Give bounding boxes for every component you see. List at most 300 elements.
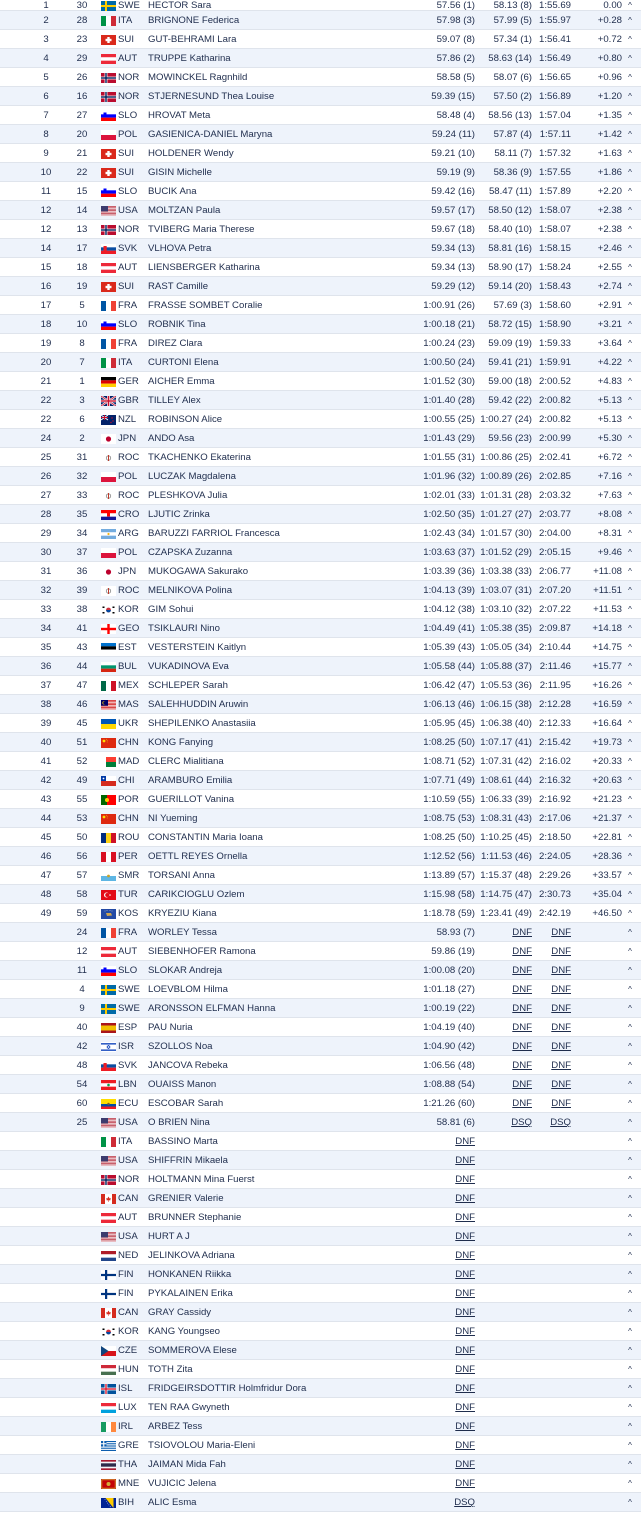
total-time: 1:57.11 xyxy=(539,129,571,140)
run2-time: 1:05.88 (37) xyxy=(480,661,532,672)
table-row[interactable] xyxy=(0,1455,641,1474)
time-behind: +46.50 xyxy=(592,908,622,919)
nation-code: MAS xyxy=(118,699,139,710)
chevron-up-icon[interactable]: ^ xyxy=(628,1213,632,1222)
table-row[interactable] xyxy=(0,790,641,809)
run1-time: 1:04.90 (42) xyxy=(423,1041,475,1052)
chevron-up-icon[interactable]: ^ xyxy=(628,909,632,918)
table-row[interactable] xyxy=(0,885,641,904)
table-row[interactable] xyxy=(0,87,641,106)
table-row[interactable] xyxy=(0,68,641,87)
athlete-name: JELINKOVA Adriana xyxy=(148,1250,235,1261)
chevron-up-icon[interactable]: ^ xyxy=(628,681,632,690)
chevron-up-icon[interactable]: ^ xyxy=(628,624,632,633)
rank-cell: 6 xyxy=(43,91,49,102)
time-behind: +8.08 xyxy=(597,509,622,520)
total-time: 1:56.49 xyxy=(538,53,571,64)
bib-cell: 1 xyxy=(79,376,85,387)
table-row[interactable] xyxy=(0,1417,641,1436)
athlete-name: TVIBERG Maria Therese xyxy=(148,224,255,235)
bib-cell: 10 xyxy=(76,319,88,330)
run1-time: 1:02.43 (34) xyxy=(423,528,475,539)
chevron-up-icon[interactable]: ^ xyxy=(628,510,632,519)
athlete-name: SHEPILENKO Anastasiia xyxy=(148,718,256,729)
table-row[interactable] xyxy=(0,1189,641,1208)
table-row[interactable] xyxy=(0,163,641,182)
chevron-up-icon[interactable]: ^ xyxy=(628,643,632,652)
bib-cell: 14 xyxy=(76,205,88,216)
total-time: 1:58.07 xyxy=(538,205,571,216)
total-time: 2:00.82 xyxy=(538,395,571,406)
athlete-name: GIM Sohui xyxy=(148,604,194,615)
table-row[interactable] xyxy=(0,505,641,524)
rank-cell: 43 xyxy=(40,794,52,805)
chevron-up-icon[interactable]: ^ xyxy=(628,548,632,557)
bib-cell: 24 xyxy=(76,927,88,938)
run1-time: DNF xyxy=(455,1269,475,1280)
flag-icon xyxy=(101,1460,116,1470)
chevron-up-icon[interactable]: ^ xyxy=(628,16,632,25)
total-time: 1:59.91 xyxy=(538,357,571,368)
flag-icon xyxy=(101,1403,116,1413)
nation-code: CRO xyxy=(118,509,140,520)
table-row[interactable] xyxy=(0,847,641,866)
chevron-up-icon[interactable]: ^ xyxy=(628,1403,632,1412)
chevron-up-icon[interactable]: ^ xyxy=(628,1346,632,1355)
nation-code: JPN xyxy=(118,566,137,577)
run1-time: 1:01.96 (32) xyxy=(423,471,475,482)
table-row[interactable] xyxy=(0,714,641,733)
table-row[interactable] xyxy=(0,467,641,486)
athlete-name: OUAISS Manon xyxy=(148,1079,217,1090)
table-row[interactable] xyxy=(0,353,641,372)
chevron-up-icon[interactable]: ^ xyxy=(628,92,632,101)
chevron-up-icon[interactable]: ^ xyxy=(628,358,632,367)
chevron-up-icon[interactable]: ^ xyxy=(628,35,632,44)
run2-time: 57.87 (4) xyxy=(493,129,532,140)
table-row[interactable] xyxy=(0,1208,641,1227)
table-row[interactable] xyxy=(0,638,641,657)
flag-icon xyxy=(101,415,116,425)
flag-icon xyxy=(101,149,116,159)
total-time: DNF xyxy=(551,1060,571,1071)
run1-time: 1:15.98 (58) xyxy=(423,889,475,900)
total-time: DNF xyxy=(551,984,571,995)
run1-time: 1:00.55 (25) xyxy=(423,414,475,425)
table-row[interactable] xyxy=(0,1493,641,1512)
chevron-up-icon[interactable]: ^ xyxy=(628,1308,632,1317)
chevron-up-icon[interactable]: ^ xyxy=(628,1270,632,1279)
table-row[interactable] xyxy=(0,771,641,790)
run1-time: 1:00.50 (24) xyxy=(423,357,475,368)
run1-time: 1:03.39 (36) xyxy=(423,566,475,577)
chevron-up-icon[interactable]: ^ xyxy=(628,225,632,234)
chevron-up-icon[interactable]: ^ xyxy=(628,339,632,348)
chevron-up-icon[interactable]: ^ xyxy=(628,700,632,709)
chevron-up-icon[interactable]: ^ xyxy=(628,1,632,10)
run2-time: 1:03.38 (33) xyxy=(480,566,532,577)
chevron-up-icon[interactable]: ^ xyxy=(628,1137,632,1146)
flag-icon xyxy=(101,909,116,919)
chevron-up-icon[interactable]: ^ xyxy=(628,491,632,500)
chevron-up-icon[interactable]: ^ xyxy=(628,814,632,823)
table-row[interactable] xyxy=(0,942,641,961)
chevron-up-icon[interactable]: ^ xyxy=(628,776,632,785)
total-time: DNF xyxy=(551,927,571,938)
flag-icon xyxy=(101,700,116,710)
chevron-up-icon[interactable]: ^ xyxy=(628,301,632,310)
chevron-up-icon[interactable]: ^ xyxy=(628,1498,632,1507)
table-row[interactable] xyxy=(0,1265,641,1284)
table-row[interactable] xyxy=(0,239,641,258)
table-row[interactable] xyxy=(0,828,641,847)
total-time: 2:03.32 xyxy=(538,490,571,501)
chevron-up-icon[interactable]: ^ xyxy=(628,738,632,747)
time-behind: +1.63 xyxy=(597,148,622,159)
table-row[interactable] xyxy=(0,410,641,429)
table-row[interactable] xyxy=(0,1113,641,1132)
chevron-up-icon[interactable]: ^ xyxy=(628,453,632,462)
run2-time: DSQ xyxy=(511,1117,532,1128)
flag-icon xyxy=(101,187,116,197)
run1-time: 1:01.18 (27) xyxy=(423,984,475,995)
chevron-up-icon[interactable]: ^ xyxy=(628,434,632,443)
chevron-up-icon[interactable]: ^ xyxy=(628,890,632,899)
table-row[interactable] xyxy=(0,600,641,619)
chevron-up-icon[interactable]: ^ xyxy=(628,871,632,880)
bib-cell: 27 xyxy=(76,110,88,121)
chevron-up-icon[interactable]: ^ xyxy=(628,396,632,405)
chevron-up-icon[interactable]: ^ xyxy=(628,1289,632,1298)
run1-time: 1:08.25 (50) xyxy=(423,832,475,843)
bib-cell: 53 xyxy=(76,813,88,824)
table-row[interactable] xyxy=(0,1132,641,1151)
chevron-up-icon[interactable]: ^ xyxy=(628,1460,632,1469)
table-row[interactable] xyxy=(0,182,641,201)
table-row[interactable] xyxy=(0,1037,641,1056)
table-row[interactable] xyxy=(0,581,641,600)
flag-icon xyxy=(101,1099,116,1109)
total-time: 2:02.41 xyxy=(538,452,571,463)
athlete-name: LJUTIC Zrinka xyxy=(148,509,210,520)
chevron-up-icon[interactable]: ^ xyxy=(628,1023,632,1032)
flag-icon xyxy=(101,1004,116,1014)
chevron-up-icon[interactable]: ^ xyxy=(628,187,632,196)
flag-icon xyxy=(101,206,116,216)
table-row[interactable] xyxy=(0,1246,641,1265)
chevron-up-icon[interactable]: ^ xyxy=(628,1118,632,1127)
flag-icon xyxy=(101,1441,116,1451)
nation-code: SWE xyxy=(118,984,140,995)
flag-icon xyxy=(101,985,116,995)
chevron-up-icon[interactable]: ^ xyxy=(628,73,632,82)
athlete-name: TOTH Zita xyxy=(148,1364,193,1375)
time-behind: +5.30 xyxy=(597,433,622,444)
total-time: 1:57.55 xyxy=(538,167,571,178)
table-row[interactable] xyxy=(0,1056,641,1075)
nation-code: ESP xyxy=(118,1022,138,1033)
table-row[interactable] xyxy=(0,1341,641,1360)
run1-time: DNF xyxy=(455,1136,475,1147)
table-row[interactable] xyxy=(0,391,641,410)
table-row[interactable] xyxy=(0,144,641,163)
athlete-name: GUT-BEHRAMI Lara xyxy=(148,34,237,45)
table-row[interactable] xyxy=(0,429,641,448)
table-row[interactable] xyxy=(0,676,641,695)
total-time: 2:02.85 xyxy=(538,471,571,482)
flag-icon xyxy=(101,510,116,520)
rank-cell: 40 xyxy=(40,737,52,748)
run1-time: 1:06.42 (47) xyxy=(423,680,475,691)
table-row[interactable] xyxy=(0,1018,641,1037)
table-row[interactable] xyxy=(0,1303,641,1322)
run2-time: 58.90 (17) xyxy=(488,262,532,273)
table-row[interactable] xyxy=(0,999,641,1018)
table-row[interactable] xyxy=(0,524,641,543)
rank-cell: 14 xyxy=(40,243,52,254)
flag-icon xyxy=(101,1137,116,1147)
flag-icon xyxy=(101,1251,116,1261)
run2-time: 1:03.07 (31) xyxy=(480,585,532,596)
athlete-name: HROVAT Meta xyxy=(148,110,211,121)
table-row[interactable] xyxy=(0,1398,641,1417)
athlete-name: BUCIK Ana xyxy=(148,186,197,197)
rank-cell: 30 xyxy=(40,547,52,558)
chevron-up-icon[interactable]: ^ xyxy=(628,244,632,253)
chevron-up-icon[interactable]: ^ xyxy=(628,1479,632,1488)
nation-code: NZL xyxy=(118,414,137,425)
chevron-up-icon[interactable]: ^ xyxy=(628,1156,632,1165)
table-row[interactable] xyxy=(0,220,641,239)
chevron-up-icon[interactable]: ^ xyxy=(628,415,632,424)
run1-time: 59.57 (17) xyxy=(431,205,475,216)
rank-cell: 10 xyxy=(40,167,52,178)
chevron-up-icon[interactable]: ^ xyxy=(628,1384,632,1393)
chevron-up-icon[interactable]: ^ xyxy=(628,263,632,272)
chevron-up-icon[interactable]: ^ xyxy=(628,1327,632,1336)
chevron-up-icon[interactable]: ^ xyxy=(628,1422,632,1431)
table-row[interactable] xyxy=(0,1151,641,1170)
chevron-up-icon[interactable]: ^ xyxy=(628,1441,632,1450)
time-behind: +2.55 xyxy=(597,262,622,273)
chevron-up-icon[interactable]: ^ xyxy=(628,1061,632,1070)
run2-time: 1:23.41 (49) xyxy=(480,908,532,919)
run1-time: DNF xyxy=(455,1459,475,1470)
chevron-up-icon[interactable]: ^ xyxy=(628,1080,632,1089)
flag-icon xyxy=(101,16,116,26)
flag-icon xyxy=(101,548,116,558)
chevron-up-icon[interactable]: ^ xyxy=(628,1099,632,1108)
run2-time: 57.50 (2) xyxy=(493,91,532,102)
chevron-up-icon[interactable]: ^ xyxy=(628,567,632,576)
chevron-up-icon[interactable]: ^ xyxy=(628,1194,632,1203)
chevron-up-icon[interactable]: ^ xyxy=(628,1232,632,1241)
table-row[interactable] xyxy=(0,619,641,638)
table-row[interactable] xyxy=(0,904,641,923)
chevron-up-icon[interactable]: ^ xyxy=(628,529,632,538)
flag-icon xyxy=(101,852,116,862)
chevron-up-icon[interactable]: ^ xyxy=(628,833,632,842)
chevron-up-icon[interactable]: ^ xyxy=(628,282,632,291)
table-row[interactable] xyxy=(0,657,641,676)
chevron-up-icon[interactable]: ^ xyxy=(628,1365,632,1374)
bib-cell: 16 xyxy=(76,91,88,102)
bib-cell: 34 xyxy=(76,528,88,539)
rank-cell: 20 xyxy=(40,357,52,368)
bib-cell: 20 xyxy=(76,129,88,140)
chevron-up-icon[interactable]: ^ xyxy=(628,662,632,671)
table-row[interactable] xyxy=(0,277,641,296)
time-behind: +1.42 xyxy=(597,129,622,140)
total-time: 1:58.24 xyxy=(538,262,571,273)
table-row[interactable] xyxy=(0,334,641,353)
bib-cell: 15 xyxy=(76,186,88,197)
athlete-name: ROBNIK Tina xyxy=(148,319,206,330)
run2-time: 1:08.31 (43) xyxy=(480,813,532,824)
nation-code: NOR xyxy=(118,91,140,102)
nation-code: NED xyxy=(118,1250,139,1261)
rank-cell: 26 xyxy=(40,471,52,482)
table-row[interactable] xyxy=(0,125,641,144)
total-time: 2:00.82 xyxy=(538,414,571,425)
bib-cell: 28 xyxy=(76,15,88,26)
chevron-up-icon[interactable]: ^ xyxy=(628,1175,632,1184)
chevron-up-icon[interactable]: ^ xyxy=(628,168,632,177)
table-row[interactable] xyxy=(0,296,641,315)
table-row[interactable] xyxy=(0,980,641,999)
nation-code: NOR xyxy=(118,224,140,235)
chevron-up-icon[interactable]: ^ xyxy=(628,586,632,595)
run1-time: DNF xyxy=(455,1155,475,1166)
athlete-name: SALEHHUDDIN Aruwin xyxy=(148,699,249,710)
chevron-up-icon[interactable]: ^ xyxy=(628,149,632,158)
time-behind: +4.83 xyxy=(597,376,622,387)
nation-code: USA xyxy=(118,205,138,216)
table-row[interactable] xyxy=(0,1284,641,1303)
bib-cell: 26 xyxy=(76,72,88,83)
table-row[interactable] xyxy=(0,1094,641,1113)
chevron-up-icon[interactable]: ^ xyxy=(628,719,632,728)
table-row[interactable] xyxy=(0,752,641,771)
time-behind: +20.33 xyxy=(592,756,622,767)
flag-icon xyxy=(101,643,116,653)
table-row[interactable] xyxy=(0,923,641,942)
chevron-up-icon[interactable]: ^ xyxy=(628,757,632,766)
table-row[interactable] xyxy=(0,1436,641,1455)
table-row[interactable] xyxy=(0,1227,641,1246)
chevron-up-icon[interactable]: ^ xyxy=(628,130,632,139)
table-row[interactable] xyxy=(0,11,641,30)
rank-cell: 16 xyxy=(40,281,52,292)
flag-icon xyxy=(101,244,116,254)
run2-time: 58.50 (12) xyxy=(488,205,532,216)
chevron-up-icon[interactable]: ^ xyxy=(628,1042,632,1051)
rank-cell: 7 xyxy=(43,110,49,121)
table-row[interactable] xyxy=(0,733,641,752)
nation-code: AUT xyxy=(118,946,138,957)
chevron-up-icon[interactable]: ^ xyxy=(628,111,632,120)
table-row[interactable] xyxy=(0,258,641,277)
nation-code: GBR xyxy=(118,395,139,406)
table-row[interactable] xyxy=(0,695,641,714)
nation-code: SWE xyxy=(118,1003,140,1014)
chevron-up-icon[interactable]: ^ xyxy=(628,928,632,937)
bib-cell: 43 xyxy=(76,642,88,653)
run2-time: 1:01.52 (29) xyxy=(480,547,532,558)
rank-cell: 1 xyxy=(43,0,49,11)
rank-cell: 35 xyxy=(40,642,52,653)
chevron-up-icon[interactable]: ^ xyxy=(628,54,632,63)
run1-time: 59.86 (19) xyxy=(431,946,475,957)
chevron-up-icon[interactable]: ^ xyxy=(628,472,632,481)
table-row[interactable] xyxy=(0,1379,641,1398)
athlete-name: ESCOBAR Sarah xyxy=(148,1098,224,1109)
table-row[interactable] xyxy=(0,0,641,11)
table-row[interactable] xyxy=(0,1360,641,1379)
table-row[interactable] xyxy=(0,543,641,562)
nation-code: POL xyxy=(118,547,138,558)
run1-time: 1:04.49 (41) xyxy=(423,623,475,634)
bib-cell: 52 xyxy=(76,756,88,767)
total-time: 2:03.77 xyxy=(538,509,571,520)
total-time: 1:55.97 xyxy=(538,15,571,26)
table-row[interactable] xyxy=(0,809,641,828)
table-row[interactable] xyxy=(0,30,641,49)
chevron-up-icon[interactable]: ^ xyxy=(628,947,632,956)
total-time: 2:06.77 xyxy=(538,566,571,577)
chevron-up-icon[interactable]: ^ xyxy=(628,377,632,386)
table-row[interactable] xyxy=(0,106,641,125)
table-row[interactable] xyxy=(0,49,641,68)
athlete-name: CURTONI Elena xyxy=(148,357,219,368)
athlete-name: ARAMBURO Emilia xyxy=(148,775,233,786)
bib-cell: 31 xyxy=(76,452,88,463)
flag-icon xyxy=(101,833,116,843)
time-behind: +1.20 xyxy=(597,91,622,102)
nation-code: ITA xyxy=(118,1136,133,1147)
athlete-name: LIENSBERGER Katharina xyxy=(148,262,260,273)
chevron-up-icon[interactable]: ^ xyxy=(628,966,632,975)
table-row[interactable] xyxy=(0,486,641,505)
table-row[interactable] xyxy=(0,1075,641,1094)
time-behind: +7.63 xyxy=(597,490,622,501)
chevron-up-icon[interactable]: ^ xyxy=(628,852,632,861)
chevron-up-icon[interactable]: ^ xyxy=(628,795,632,804)
table-row[interactable] xyxy=(0,866,641,885)
chevron-up-icon[interactable]: ^ xyxy=(628,1004,632,1013)
table-row[interactable] xyxy=(0,1474,641,1493)
chevron-up-icon[interactable]: ^ xyxy=(628,985,632,994)
chevron-up-icon[interactable]: ^ xyxy=(628,1251,632,1260)
flag-icon xyxy=(101,1118,116,1128)
chevron-up-icon[interactable]: ^ xyxy=(628,605,632,614)
table-row[interactable] xyxy=(0,961,641,980)
rank-cell: 24 xyxy=(40,433,52,444)
athlete-name: VLHOVA Petra xyxy=(148,243,212,254)
nation-code: NOR xyxy=(118,1174,140,1185)
table-row[interactable] xyxy=(0,448,641,467)
rank-cell: 11 xyxy=(41,186,51,197)
total-time: 1:56.41 xyxy=(538,34,571,45)
table-row[interactable] xyxy=(0,201,641,220)
table-row[interactable] xyxy=(0,1170,641,1189)
table-row[interactable] xyxy=(0,1322,641,1341)
table-row[interactable] xyxy=(0,562,641,581)
table-row[interactable] xyxy=(0,372,641,391)
chevron-up-icon[interactable]: ^ xyxy=(628,320,632,329)
table-row[interactable] xyxy=(0,315,641,334)
chevron-up-icon[interactable]: ^ xyxy=(628,206,632,215)
